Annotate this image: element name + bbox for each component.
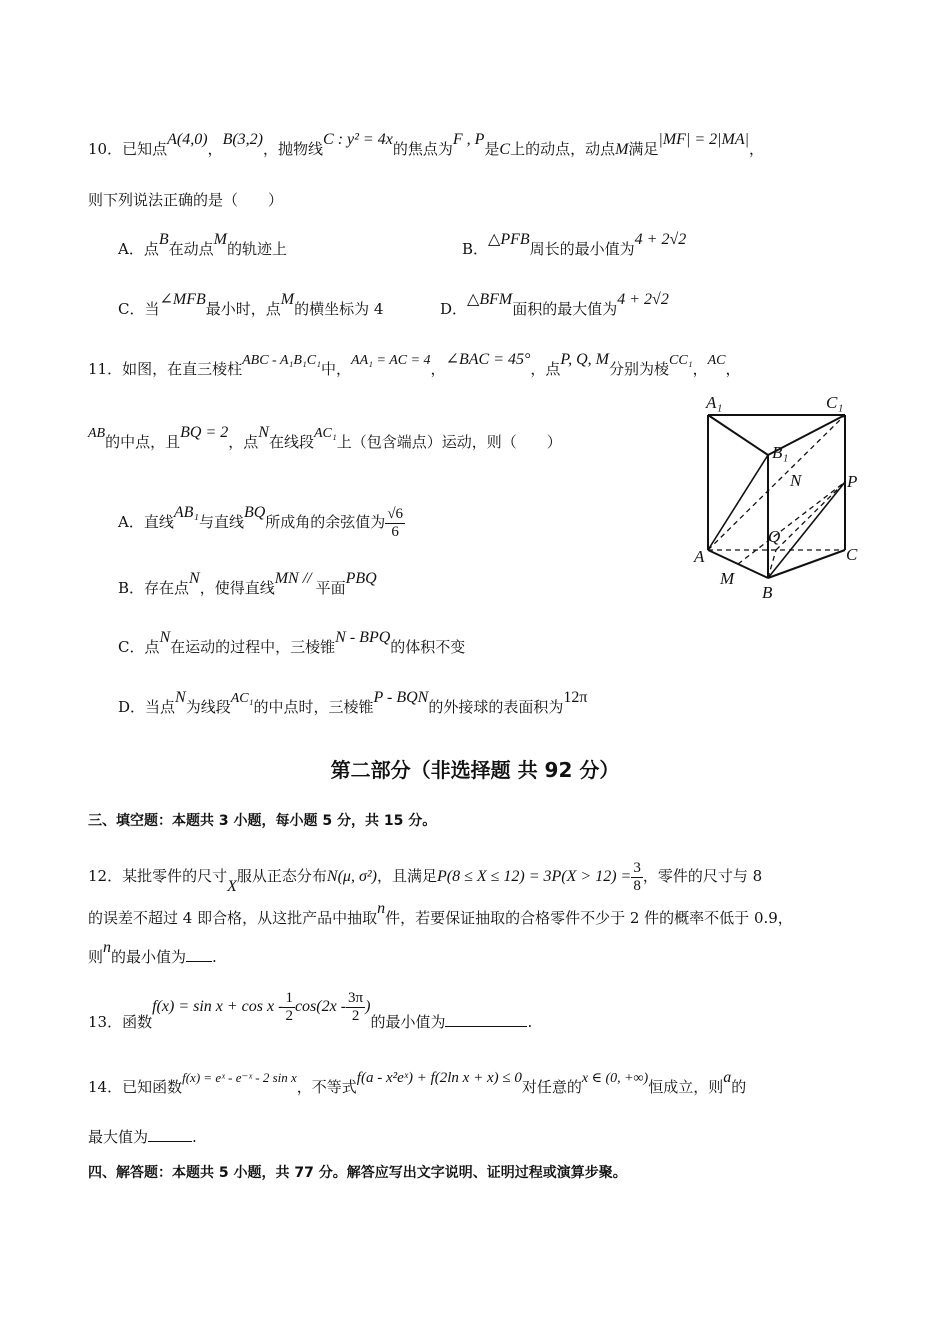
q10-text: 是 bbox=[484, 140, 500, 158]
label-p: P bbox=[847, 472, 858, 491]
q11-sep: ， bbox=[430, 360, 446, 378]
option-label: D．当点 bbox=[118, 698, 176, 716]
q13-cos: cos(2x - bbox=[294, 998, 347, 1015]
option-text: 在运动的过程中，三棱锥 bbox=[170, 638, 336, 656]
q11-text: 如图，在直三棱柱 bbox=[122, 360, 243, 378]
q13-line1 bbox=[88, 990, 533, 1031]
q10-value: 4 + 2√2 bbox=[634, 231, 687, 248]
q11-option-c bbox=[118, 629, 466, 657]
q11-text: 的中点，且 bbox=[105, 433, 181, 451]
q11-edge-ab: AB bbox=[88, 426, 106, 441]
q10-triangle: △PFB bbox=[488, 231, 530, 248]
q10-option-b bbox=[462, 231, 687, 259]
fraction-denominator: 2 bbox=[285, 1007, 293, 1024]
q11-option-a bbox=[118, 506, 405, 540]
option-label: A．点 bbox=[118, 240, 159, 258]
fraction-numerator: 3π bbox=[348, 990, 364, 1006]
q10-option-a bbox=[118, 231, 287, 259]
q11-line2 bbox=[88, 424, 562, 453]
q13-number: 13． bbox=[88, 1013, 123, 1031]
q10-text: 已知点 bbox=[122, 140, 168, 158]
q13-angle bbox=[346, 990, 365, 1024]
label-c: C bbox=[846, 545, 858, 564]
fraction-denominator: 6 bbox=[391, 523, 399, 540]
option-text: 与直线 bbox=[198, 513, 244, 531]
q11-number: 11． bbox=[88, 360, 123, 378]
q14-text: 的 bbox=[731, 1078, 747, 1096]
q10-condition: |MF| = 2|MA| bbox=[658, 131, 750, 148]
q11-points: P, Q, M bbox=[560, 351, 609, 368]
option-text: 所成角的余弦值为 bbox=[265, 513, 386, 531]
q12-probability: P(8 ≤ X ≤ 12) = 3P(X > 12) = bbox=[436, 868, 632, 885]
option-text: 为线段 bbox=[185, 698, 231, 716]
option-text: 周长的最小值为 bbox=[529, 240, 635, 258]
q11-fraction bbox=[385, 506, 405, 540]
q13-text: 函数 bbox=[122, 1013, 153, 1031]
q12-text: 的最小值为 bbox=[111, 948, 187, 966]
q11-prism: ABC - A₁B₁C₁ bbox=[242, 353, 322, 368]
option-label: C．点 bbox=[118, 638, 160, 656]
q11-line1 bbox=[88, 351, 741, 380]
q11-eq1: AA₁ = AC = 4 bbox=[351, 353, 431, 368]
q12-x: X bbox=[227, 878, 237, 895]
q10-triangle: △BFM bbox=[467, 291, 513, 308]
q10-text: 满足 bbox=[628, 140, 659, 158]
q14-line2 bbox=[88, 1128, 197, 1146]
q14-end: . bbox=[192, 1128, 197, 1146]
prism-figure bbox=[690, 390, 870, 605]
answer-blank[interactable] bbox=[186, 961, 212, 962]
q11-line-ab1: AB₁ bbox=[173, 504, 199, 521]
q11-text: 中， bbox=[321, 360, 352, 378]
q11-edge-cc1: CC₁ bbox=[669, 353, 693, 368]
q11-text: 分别为棱 bbox=[609, 360, 670, 378]
q10-text: ，抛物线 bbox=[263, 140, 324, 158]
q12-text: ，且满足 bbox=[376, 867, 437, 885]
label-a: A bbox=[694, 547, 705, 566]
fraction-denominator: 8 bbox=[633, 877, 641, 894]
option-text: 的轨迹上 bbox=[226, 240, 287, 258]
q11-value: 12π bbox=[563, 689, 588, 706]
q14-line1 bbox=[88, 1069, 747, 1098]
fraction-denominator: 2 bbox=[351, 1007, 360, 1024]
q13-function: f(x) = sin x + cos x - bbox=[152, 998, 284, 1015]
q10-text: 上的动点，动点 bbox=[510, 140, 616, 158]
q10-parabola: C : y² = 4x bbox=[323, 131, 393, 148]
label-m: M bbox=[720, 569, 735, 588]
q10-line2: 则下列说法正确的是（ ） bbox=[88, 191, 284, 209]
q12-n: n bbox=[103, 939, 112, 956]
q10-fp: F , P bbox=[452, 131, 485, 148]
label-q: Q bbox=[768, 527, 781, 546]
q10-angle: ∠MFB bbox=[159, 291, 206, 308]
q11-bq: BQ = 2 bbox=[180, 424, 229, 441]
q10-opt-m: M bbox=[213, 231, 227, 248]
option-text: ，使得直线 bbox=[199, 579, 275, 597]
option-text: 在动点 bbox=[168, 240, 214, 258]
part2-title: 第二部分（非选择题 共 92 分） bbox=[330, 758, 620, 782]
q11-option-b bbox=[118, 570, 377, 598]
option-text: 平面 bbox=[315, 579, 346, 597]
q11-option-d bbox=[118, 689, 588, 718]
q11-eq2: ∠BAC = 45° bbox=[445, 351, 531, 368]
option-label: B． bbox=[462, 240, 489, 258]
q11-pyramid: N - BPQ bbox=[335, 629, 391, 646]
q12-line2 bbox=[88, 900, 793, 928]
q12-n: n bbox=[377, 900, 386, 917]
fraction-numerator: 3 bbox=[633, 860, 641, 876]
option-label: C．当 bbox=[118, 300, 160, 318]
q12-distribution: N(μ, σ²) bbox=[326, 868, 377, 885]
q10-line1 bbox=[88, 131, 765, 159]
q11-edge-ac: AC bbox=[707, 353, 726, 368]
q14-inequality: f(a - x²eˣ) + f(2ln x + x) ≤ 0 bbox=[356, 1070, 522, 1086]
q13-end: . bbox=[527, 1013, 533, 1031]
q11-mn: MN // bbox=[274, 570, 316, 587]
q11-sep: ， bbox=[725, 360, 741, 378]
q11-pyramid: P - BQN bbox=[373, 689, 429, 706]
q11-n: N bbox=[159, 629, 171, 646]
q10-number: 10． bbox=[88, 140, 123, 158]
option-label: A．直线 bbox=[118, 513, 174, 531]
q11-text: ，点 bbox=[228, 433, 259, 451]
fraction-numerator: √6 bbox=[387, 506, 404, 522]
answer-blank[interactable] bbox=[148, 1141, 192, 1142]
q12-text: 的误差不超过 4 即合格，从这批产品中抽取 bbox=[88, 909, 378, 927]
q14-text: 对任意的 bbox=[521, 1078, 582, 1096]
q10-m: M bbox=[615, 141, 629, 158]
q10-point-b: B(3,2) bbox=[222, 131, 263, 148]
q10-option-d bbox=[440, 291, 669, 319]
label-c1: C₁ bbox=[826, 393, 844, 412]
q14-text: 已知函数 bbox=[122, 1078, 183, 1096]
q12-end: . bbox=[212, 948, 217, 966]
option-text: 的中点时，三棱锥 bbox=[253, 698, 374, 716]
q11-n: N bbox=[175, 689, 186, 706]
q12-line3 bbox=[88, 939, 217, 967]
edge-qp bbox=[776, 482, 845, 550]
q12-number: 12． bbox=[88, 867, 123, 885]
option-text: 最小时，点 bbox=[205, 300, 281, 318]
q13-text: 的最小值为 bbox=[370, 1013, 446, 1031]
q11-seg: AC₁ bbox=[230, 691, 254, 706]
q14-text: ，不等式 bbox=[296, 1078, 357, 1096]
option-text: 的横坐标为 4 bbox=[294, 300, 384, 318]
q10-c: C bbox=[499, 141, 511, 158]
q10-end: ， bbox=[749, 140, 765, 158]
q11-text: ，点 bbox=[530, 360, 561, 378]
q10-point-a: A(4,0) bbox=[167, 131, 208, 148]
q14-function: f(x) = eˣ - e⁻ˣ - 2 sin x bbox=[182, 1070, 297, 1085]
q12-fraction bbox=[631, 860, 643, 894]
q12-text: 则 bbox=[88, 948, 104, 966]
q14-text: 最大值为 bbox=[88, 1128, 149, 1146]
option-text: 的体积不变 bbox=[390, 638, 466, 656]
label-b: B bbox=[762, 583, 773, 602]
q10-text: 的焦点为 bbox=[392, 140, 453, 158]
q11-n: N bbox=[189, 570, 200, 587]
q12-text: ，零件的尺寸与 8 bbox=[642, 867, 763, 885]
q14-number: 14． bbox=[88, 1078, 123, 1096]
label-b1: B₁ bbox=[772, 443, 789, 462]
option-text: 的外接球的表面积为 bbox=[428, 698, 564, 716]
q10-option-c bbox=[118, 291, 384, 319]
option-label: D． bbox=[440, 300, 468, 318]
q11-n: N bbox=[258, 424, 269, 441]
q11-line-bq: BQ bbox=[243, 504, 266, 521]
q14-a: a bbox=[723, 1069, 732, 1086]
answer-blank[interactable] bbox=[445, 1026, 527, 1027]
q10-opt-m: M bbox=[280, 291, 295, 308]
q11-seg: AC₁ bbox=[313, 426, 337, 441]
option-text: 面积的最大值为 bbox=[512, 300, 618, 318]
fraction-numerator: 1 bbox=[285, 990, 293, 1006]
q11-sep: ， bbox=[692, 360, 708, 378]
option-label: B．存在点 bbox=[118, 579, 190, 597]
q14-domain: x ∈ (0, +∞) bbox=[581, 1071, 649, 1086]
edge-mp bbox=[738, 482, 845, 564]
q10-opt-b-point: B bbox=[158, 231, 169, 248]
q11-text: 在线段 bbox=[268, 433, 314, 451]
q11-text: 上（包含端点）运动，则（ ） bbox=[336, 433, 562, 451]
q10-sep: ， bbox=[207, 140, 223, 158]
q10-value: 4 + 2√2 bbox=[617, 291, 669, 308]
q12-text: 某批零件的尺寸 bbox=[122, 867, 228, 885]
q12-text: 件，若要保证抽取的合格零件不少于 2 件的概率不低于 0.9， bbox=[385, 909, 793, 927]
section3-heading: 三、填空题：本题共 3 小题，每小题 5 分，共 15 分。 bbox=[88, 813, 437, 829]
q13-close: ) bbox=[365, 998, 371, 1015]
q11-plane: PBQ bbox=[345, 570, 377, 587]
edge-ab1 bbox=[708, 455, 768, 550]
label-n: N bbox=[790, 471, 802, 490]
q12-line1 bbox=[88, 860, 762, 894]
edge-a1b1 bbox=[708, 415, 768, 455]
q12-text: 服从正态分布 bbox=[236, 867, 327, 885]
q13-half bbox=[283, 990, 295, 1024]
q14-text: 恒成立，则 bbox=[648, 1078, 724, 1096]
label-a1: A₁ bbox=[706, 393, 723, 412]
section4-heading: 四、解答题：本题共 5 小题，共 77 分。解答应写出文字说明、证明过程或演算步聚。 bbox=[88, 1165, 627, 1181]
